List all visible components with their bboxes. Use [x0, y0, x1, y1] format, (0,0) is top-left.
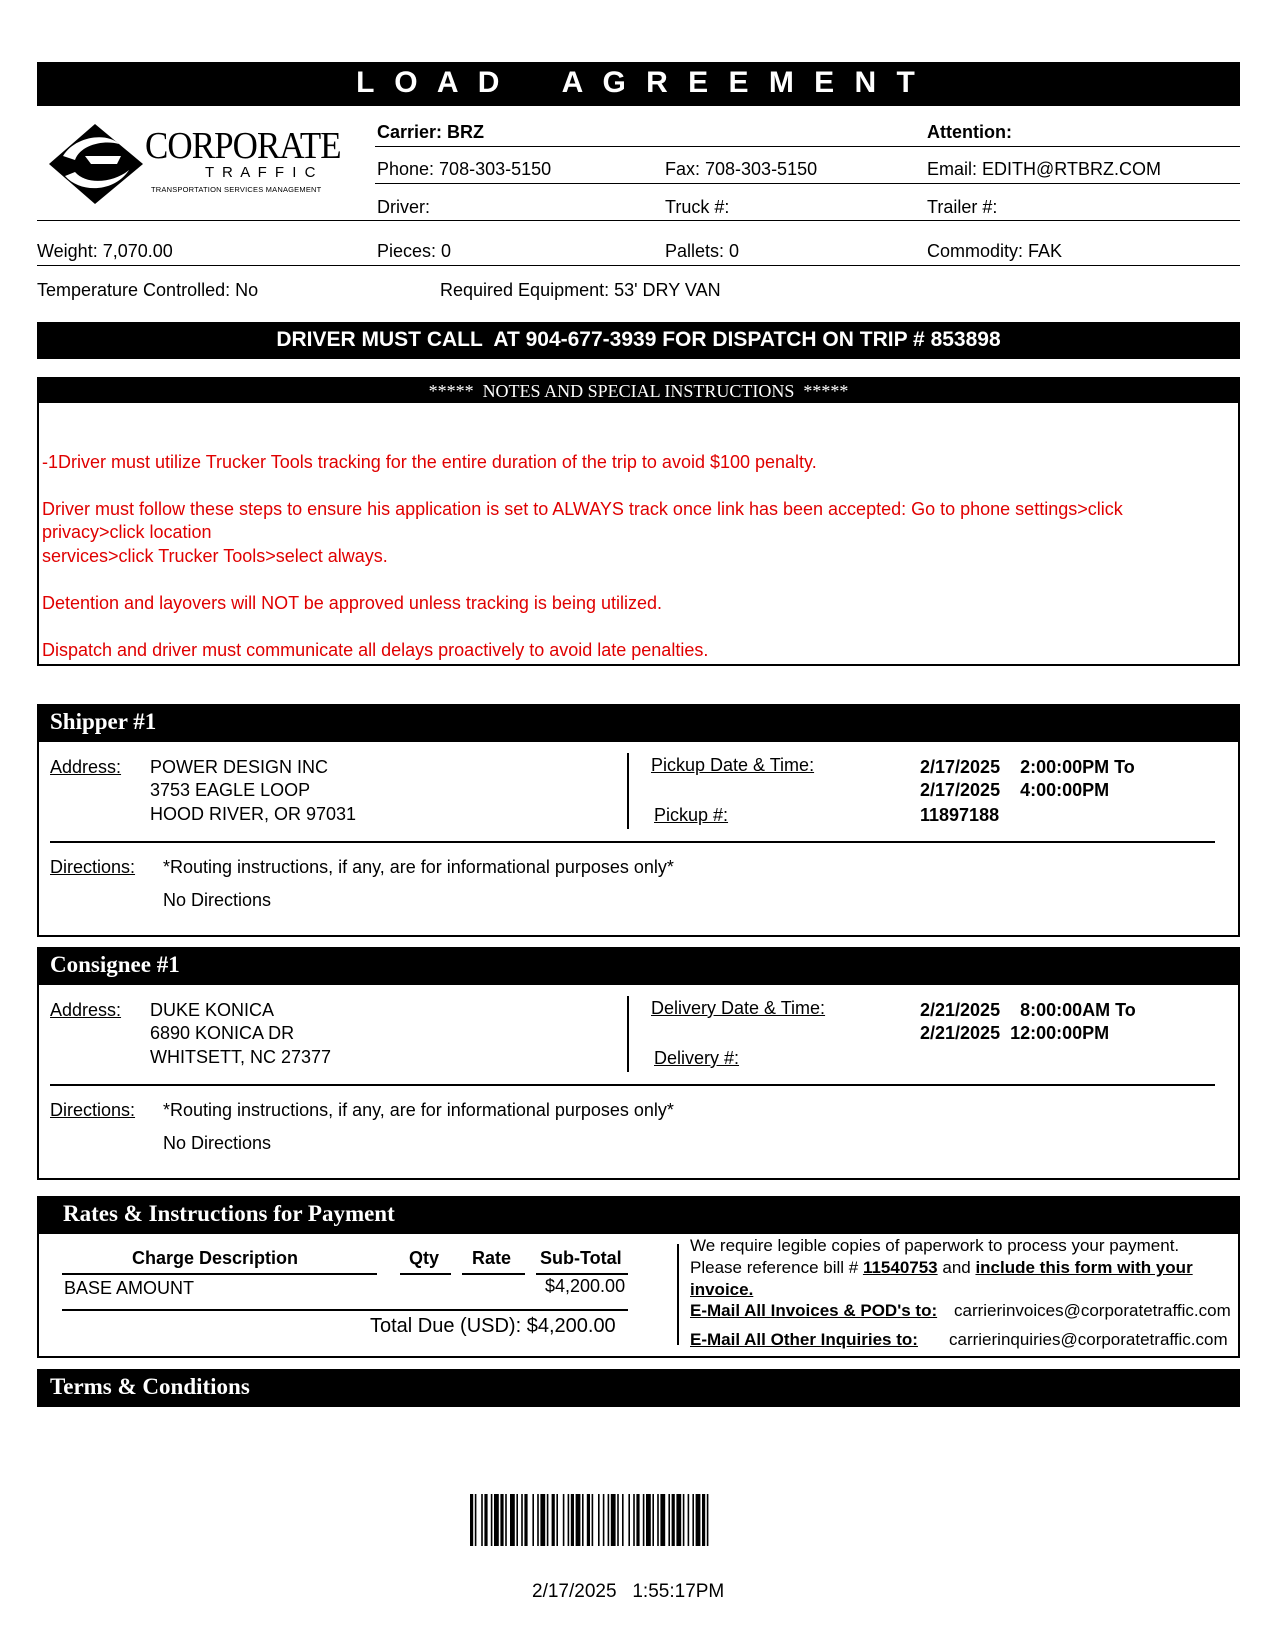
shipper-header-text: Shipper #1	[50, 709, 157, 734]
consignee-address-line: DUKE KONICA	[150, 1000, 275, 1020]
total-due: Total Due (USD): $4,200.00	[370, 1315, 616, 1337]
note-line: privacy>click location	[42, 522, 212, 542]
divider	[375, 146, 1240, 147]
dispatch-banner	[37, 322, 1240, 359]
shipper-address-line: HOOD RIVER, OR 97031	[150, 804, 357, 824]
paperwork-note: We require legible copies of paperwork to process your payment.	[690, 1236, 1180, 1255]
note-line: Driver must follow these steps to ensure his application is set to ALWAYS track once link has been accepted: Go to phone settings>click	[42, 499, 1123, 519]
note-line: services>click Trucker Tools>select always.	[42, 546, 388, 566]
logo-sub: T R A F F I C	[205, 164, 318, 181]
truck-field: Truck #:	[665, 197, 730, 217]
divider	[536, 1273, 628, 1275]
notes-header-text: ***** NOTES AND SPECIAL INSTRUCTIONS *****	[428, 381, 849, 401]
delivery-date: 2/21/2025 12:00:00PM	[920, 1023, 1110, 1043]
trailer-field: Trailer #:	[927, 197, 998, 217]
shipper-address-line: 3753 EAGLE LOOP	[150, 780, 311, 800]
page-title: L O A D A G R E E M E N T	[356, 66, 921, 99]
commodity-field: Commodity: FAK	[927, 241, 1063, 261]
shipper-header	[37, 704, 1240, 742]
consignee-directions-note: No Directions	[163, 1133, 272, 1153]
col-qty: Qty	[409, 1248, 440, 1268]
delivery-number-label: Delivery #:	[654, 1048, 740, 1068]
charge-row-subtotal: $4,200.00	[545, 1276, 626, 1296]
print-timestamp: 2/17/2025 1:55:17PM	[532, 1581, 725, 1602]
terms-header-text: Terms & Conditions	[50, 1374, 250, 1399]
logo-mark-icon	[45, 116, 150, 212]
dispatch-text: DRIVER MUST CALL AT 904-677-3939 FOR DISPATCH ON TRIP # 853898	[276, 328, 1001, 351]
pickup-date: 2/17/2025 2:00:00PM To	[920, 757, 1135, 777]
pickup-number-label: Pickup #:	[654, 805, 729, 825]
logo-tagline: TRANSPORTATION SERVICES MANAGEMENT	[151, 185, 322, 194]
email-inquiries-link[interactable]: carrierinquiries@corporatetraffic.com	[949, 1330, 1228, 1349]
bill-number: 11540753	[862, 1258, 938, 1277]
logo-name: CORPORATE	[145, 125, 341, 167]
attention-label: Attention:	[927, 122, 1012, 142]
divider	[50, 1084, 1215, 1086]
bill-reference-note	[690, 1258, 1193, 1278]
include-form-note: include this form with your	[975, 1258, 1193, 1277]
note-line: Dispatch and driver must communicate all delays proactively to avoid late penalties.	[42, 640, 709, 660]
bill-reference-and: and	[937, 1258, 976, 1277]
carrier-name: Carrier: BRZ	[377, 122, 485, 142]
email-invoices-link[interactable]: carrierinvoices@corporatetraffic.com	[954, 1301, 1231, 1320]
company-logo	[45, 116, 345, 212]
pieces-field: Pieces: 0	[377, 241, 452, 261]
barcode-icon	[470, 1494, 806, 1546]
email-inquiries-label: E-Mail All Other Inquiries to:	[690, 1330, 918, 1349]
carrier-phone: Phone: 708-303-5150	[377, 159, 552, 179]
divider	[677, 1244, 679, 1345]
driver-field: Driver:	[377, 197, 430, 217]
delivery-date-label: Delivery Date & Time:	[651, 998, 826, 1018]
email-invoices-label: E-Mail All Invoices & POD's to:	[690, 1301, 938, 1320]
divider	[462, 1273, 525, 1275]
consignee-address-line: 6890 KONICA DR	[150, 1023, 295, 1043]
terms-header	[37, 1369, 1240, 1407]
rates-header	[37, 1196, 1240, 1234]
shipper-directions-label: Directions:	[50, 857, 136, 877]
title-bar	[37, 62, 1240, 106]
consignee-header-text: Consignee #1	[50, 952, 180, 977]
weight-field: Weight: 7,070.00	[37, 241, 173, 261]
temperature-field: Temperature Controlled: No	[37, 280, 259, 300]
divider	[375, 183, 1240, 184]
notes-header	[39, 379, 1238, 403]
divider	[627, 753, 629, 829]
consignee-directions: *Routing instructions, if any, are for informational purposes only*	[163, 1100, 674, 1120]
delivery-date: 2/21/2025 8:00:00AM To	[920, 1000, 1136, 1020]
pickup-date-label: Pickup Date & Time:	[651, 755, 815, 775]
col-charge-description: Charge Description	[132, 1248, 299, 1268]
divider	[62, 1273, 377, 1275]
note-line: Detention and layovers will NOT be approved unless tracking is being utilized.	[42, 593, 662, 613]
charge-row-description: BASE AMOUNT	[64, 1278, 195, 1298]
rates-header-text: Rates & Instructions for Payment	[63, 1201, 395, 1226]
notes-box	[37, 377, 1240, 666]
divider	[62, 1309, 628, 1311]
divider	[627, 996, 629, 1072]
col-rate: Rate	[472, 1248, 512, 1268]
pickup-date: 2/17/2025 4:00:00PM	[920, 780, 1110, 800]
carrier-email: Email: EDITH@RTBRZ.COM	[927, 159, 1161, 179]
pickup-number: 11897188	[920, 805, 1000, 825]
divider	[37, 220, 1240, 221]
equipment-field: Required Equipment: 53' DRY VAN	[440, 280, 721, 300]
shipper-directions-note: No Directions	[163, 890, 272, 910]
shipper-directions: *Routing instructions, if any, are for informational purposes only*	[163, 857, 674, 877]
shipper-address-line: POWER DESIGN INC	[150, 757, 329, 777]
col-subtotal: Sub-Total	[540, 1248, 622, 1268]
divider	[37, 265, 1240, 266]
carrier-fax: Fax: 708-303-5150	[665, 159, 818, 179]
shipper-address-label: Address:	[50, 757, 122, 777]
consignee-address-label: Address:	[50, 1000, 122, 1020]
bill-reference-text: Please reference bill #	[690, 1258, 863, 1277]
divider	[50, 841, 1215, 843]
note-line: -1Driver must utilize Trucker Tools tracking for the entire duration of the trip to avoid $100 penalty.	[42, 452, 817, 472]
consignee-address-line: WHITSETT, NC 27377	[150, 1047, 332, 1067]
consignee-header	[37, 947, 1240, 985]
invoice-note: invoice.	[690, 1280, 754, 1299]
consignee-directions-label: Directions:	[50, 1100, 136, 1120]
divider	[400, 1273, 451, 1275]
pallets-field: Pallets: 0	[665, 241, 740, 261]
